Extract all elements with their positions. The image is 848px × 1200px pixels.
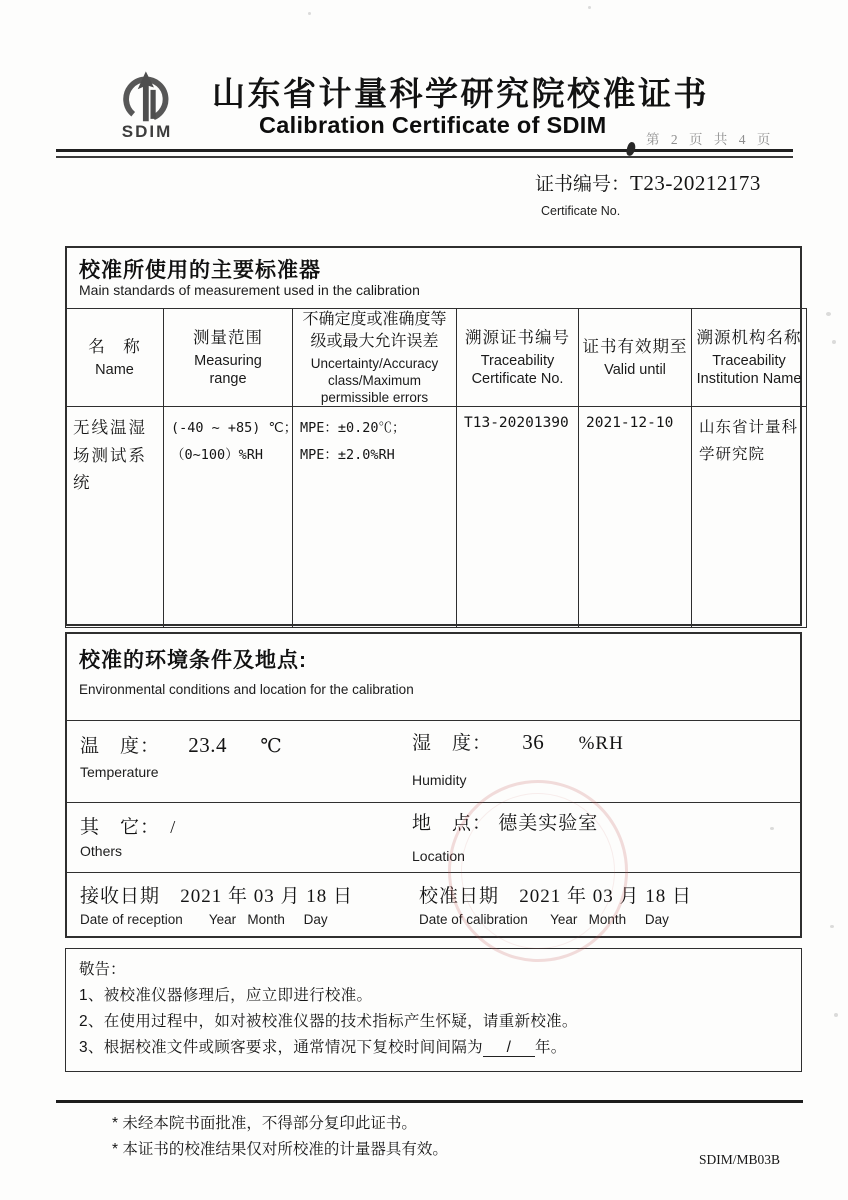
location-label-en: Location xyxy=(412,848,465,864)
certificate-number xyxy=(535,169,761,196)
calibration-date-label-en: Date of calibration Year Month Day xyxy=(419,912,669,927)
col-range-cn: 测量范围 xyxy=(193,329,263,348)
temperature-value: 23.4 xyxy=(188,733,228,757)
col-trace-cn: 溯源证书编号 xyxy=(465,329,570,348)
scan-speck xyxy=(826,312,831,316)
environment-section xyxy=(65,632,802,938)
env-divider-3 xyxy=(67,872,800,873)
cell-traceability-no: T13-20201390 xyxy=(457,407,579,628)
form-number: SDIM/MB03B xyxy=(699,1152,781,1167)
footer-divider xyxy=(56,1100,803,1103)
notice-item-3-prefix: 3、根据校准文件或顾客要求，通常情况下复校时间间隔为 xyxy=(79,1039,483,1056)
sdim-logo xyxy=(112,70,182,142)
cell-measuring-range xyxy=(164,407,298,628)
mpe-temp: MPE：±0.20℃； xyxy=(300,420,406,437)
location-label: 地 点： xyxy=(412,813,493,834)
notice-item-3-blank: / xyxy=(483,1040,535,1057)
col-header-institution xyxy=(692,309,807,407)
range-temp: (-40 ~ +85) ℃； xyxy=(171,420,298,437)
certificate-number-label-en: Certificate No. xyxy=(541,204,621,218)
humidity-label: 湿 度： xyxy=(412,733,493,754)
range-humidity: （0~100）%RH xyxy=(171,446,264,463)
col-range-en: Measuring range xyxy=(194,353,262,388)
env-divider-1 xyxy=(67,720,800,721)
footer-note-2: * 本证书的校准结果仅对所校准的计量器具有效。 xyxy=(112,1141,448,1158)
humidity-unit: %RH xyxy=(578,733,624,754)
col-header-trace-no xyxy=(457,309,579,407)
footer-note-1: * 未经本院书面批准，不得部分复印此证书。 xyxy=(112,1115,417,1132)
scan-speck xyxy=(834,1013,838,1017)
temperature-label: 温 度： xyxy=(80,736,161,757)
sdim-logo-icon xyxy=(118,70,176,126)
col-name-en: Name xyxy=(95,362,134,379)
col-header-valid-until xyxy=(579,309,692,407)
others-label: 其 它： xyxy=(80,817,161,838)
scan-speck xyxy=(308,12,311,15)
col-valid-en: Valid until xyxy=(604,362,666,379)
notice-section xyxy=(65,948,802,1072)
col-header-uncertainty xyxy=(293,309,457,407)
temperature-label-en: Temperature xyxy=(80,764,159,780)
standards-table xyxy=(65,308,807,628)
notice-title: 敬告： xyxy=(79,961,126,978)
humidity-value: 36 xyxy=(522,730,545,754)
col-header-range xyxy=(164,309,293,407)
notice-item-2: 2、在使用过程中，如对被校准仪器的技术指标产生怀疑，请重新校准。 xyxy=(79,1013,578,1030)
page-number: 第 2 页 共 4 页 xyxy=(646,132,775,147)
col-valid-cn: 证书有效期至 xyxy=(582,338,688,357)
col-institution-en: Traceability Institution Name xyxy=(696,353,802,388)
page-title-en: Calibration Certificate of SDIM xyxy=(259,112,607,138)
stamp-mark-inner xyxy=(451,783,625,959)
standards-title-en: Main standards of measurement used in the calibration xyxy=(79,282,420,298)
others-label-en: Others xyxy=(80,843,123,859)
humidity-label-en: Humidity xyxy=(412,772,467,788)
certificate-number-value: T23-20212173 xyxy=(630,171,761,195)
cell-valid-until: 2021-12-10 xyxy=(579,407,692,628)
notice-item-3 xyxy=(79,1035,567,1057)
header-divider-line-top xyxy=(56,149,793,152)
scan-speck xyxy=(832,340,836,344)
scan-speck xyxy=(770,827,774,830)
standards-header-row xyxy=(66,309,807,407)
reception-date-field xyxy=(80,881,353,908)
reception-date-label: 接收日期 xyxy=(80,886,161,907)
sdim-logo-text: SDIM xyxy=(121,122,173,141)
standards-title: 校准所使用的主要标准器 xyxy=(79,259,321,282)
notice-item-3-suffix: 年。 xyxy=(534,1039,567,1056)
scan-speck xyxy=(830,925,834,928)
humidity-field xyxy=(412,728,624,755)
col-header-name xyxy=(66,309,164,407)
calibration-date-label: 校准日期 xyxy=(419,886,500,907)
others-value: / xyxy=(170,817,177,837)
temperature-unit: ℃ xyxy=(260,736,283,757)
calibration-date-value: 2021 年 03 月 18 日 xyxy=(519,886,693,907)
header-divider xyxy=(56,149,793,158)
mpe-humidity: MPE：±2.0%RH xyxy=(300,446,395,463)
col-name-cn: 名 称 xyxy=(88,338,141,357)
notice-item-1: 1、被校准仪器修理后，应立即进行校准。 xyxy=(79,987,373,1004)
reception-date-value: 2021 年 03 月 18 日 xyxy=(180,886,354,907)
standards-section xyxy=(65,246,802,626)
cell-mpe xyxy=(293,407,457,628)
scan-speck xyxy=(588,6,591,9)
certificate-number-label: 证书编号： xyxy=(535,174,631,195)
col-trace-en: Traceability Certificate No. xyxy=(471,353,564,388)
col-uncertainty-cn: 不确定度或准确度等级或最大允许误差 xyxy=(302,311,447,351)
standards-data-row xyxy=(66,407,807,628)
cell-standard-name: 无线温湿场测试系统 xyxy=(66,407,164,628)
environment-title-en: Environmental conditions and location for the calibration xyxy=(79,682,414,697)
reception-date-label-en: Date of reception Year Month Day xyxy=(80,912,328,927)
page-title: 山东省计量科学研究院校准证书 xyxy=(212,77,709,113)
col-uncertainty-en: Uncertainty/Accuracy class/Maximum permissible errors xyxy=(310,355,439,405)
header-divider-line-bottom xyxy=(56,156,793,158)
others-field xyxy=(80,812,176,839)
cell-institution: 山东省计量科学研究院 xyxy=(692,407,807,628)
environment-title: 校准的环境条件及地点: xyxy=(79,649,307,672)
env-divider-2 xyxy=(67,802,800,803)
col-institution-cn: 溯源机构名称 xyxy=(696,329,802,348)
temperature-field xyxy=(80,731,283,758)
location-value: 德美实验室 xyxy=(498,813,599,834)
